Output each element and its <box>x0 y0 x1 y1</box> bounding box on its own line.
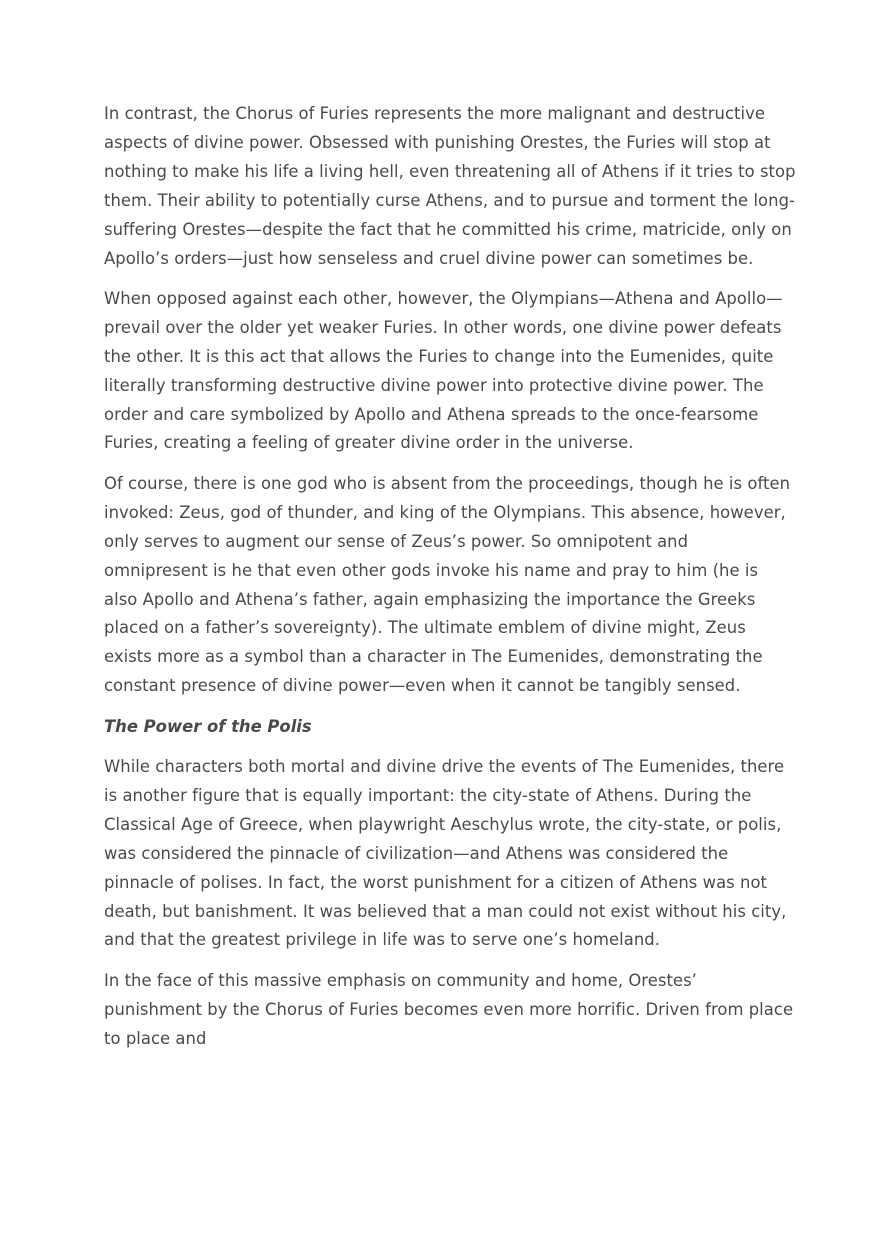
section-heading: The Power of the Polis <box>104 716 312 736</box>
paragraph-zeus-absence: Of course, there is one god who is absent from the proceedings, though he is often invoked: Zeus, god of thunder, and king of the Olympians. This absence, however, only serves to augment our sense of Zeus’s power. So omnipotent and omnipresent is he that even other gods invoke his name and pray to him (he is also Apollo and Athena’s father, again emphasizing the importance the Greeks placed on a father’s sovereignty). The ultimate emblem of divine might, Zeus exists more as a symbol than a character in The Eumenides, demonstrating the constant presence of divine power—even when it cannot be tangibly sensed. <box>104 473 791 696</box>
paragraph-chorus-of-furies: In contrast, the Chorus of Furies represents the more malignant and destructive aspects of divine power. Obsessed with punishing Orestes, the Furies will stop at nothing to make his life a living hell, even threatening all of Athens if it tries to stop them. Their ability to potentially curse Athens, and to pursue and torment the long-suffering Orestes—despite the fact that he committed his crime, matricide, only on Apollo’s orders—just how senseless and cruel divine power can sometimes be. <box>104 104 796 268</box>
document-page <box>104 100 796 1065</box>
paragraph-olympians-prevail: When opposed against each other, however, the Olympians—Athena and Apollo—prevail over the older yet weaker Furies. In other words, one divine power defeats the other. It is this act that allows the Furies to change into the Eumenides, quite literally transforming destructive divine power into protective divine power. The order and care symbolized by Apollo and Athena spreads to the once-fearsome Furies, creating a feeling of greater divine order in the universe. <box>104 288 783 453</box>
paragraph-orestes-punishment: In the face of this massive emphasis on community and home, Orestes’ punishment by the Chorus of Furies becomes even more horrific. Driven from place to place and <box>104 970 794 1048</box>
paragraph-city-state: While characters both mortal and divine drive the events of The Eumenides, there is another figure that is equally important: the city-state of Athens. During the Classical Age of Greece, when playwright Aeschylus wrote, the city-state, or polis, was considered the pinnacle of civilization—and Athens was considered the pinnacle of polises. In fact, the worst punishment for a citizen of Athens was not death, but banishment. It was believed that a man could not exist without his city, and that the greatest privilege in life was to serve one’s homeland. <box>104 757 787 950</box>
